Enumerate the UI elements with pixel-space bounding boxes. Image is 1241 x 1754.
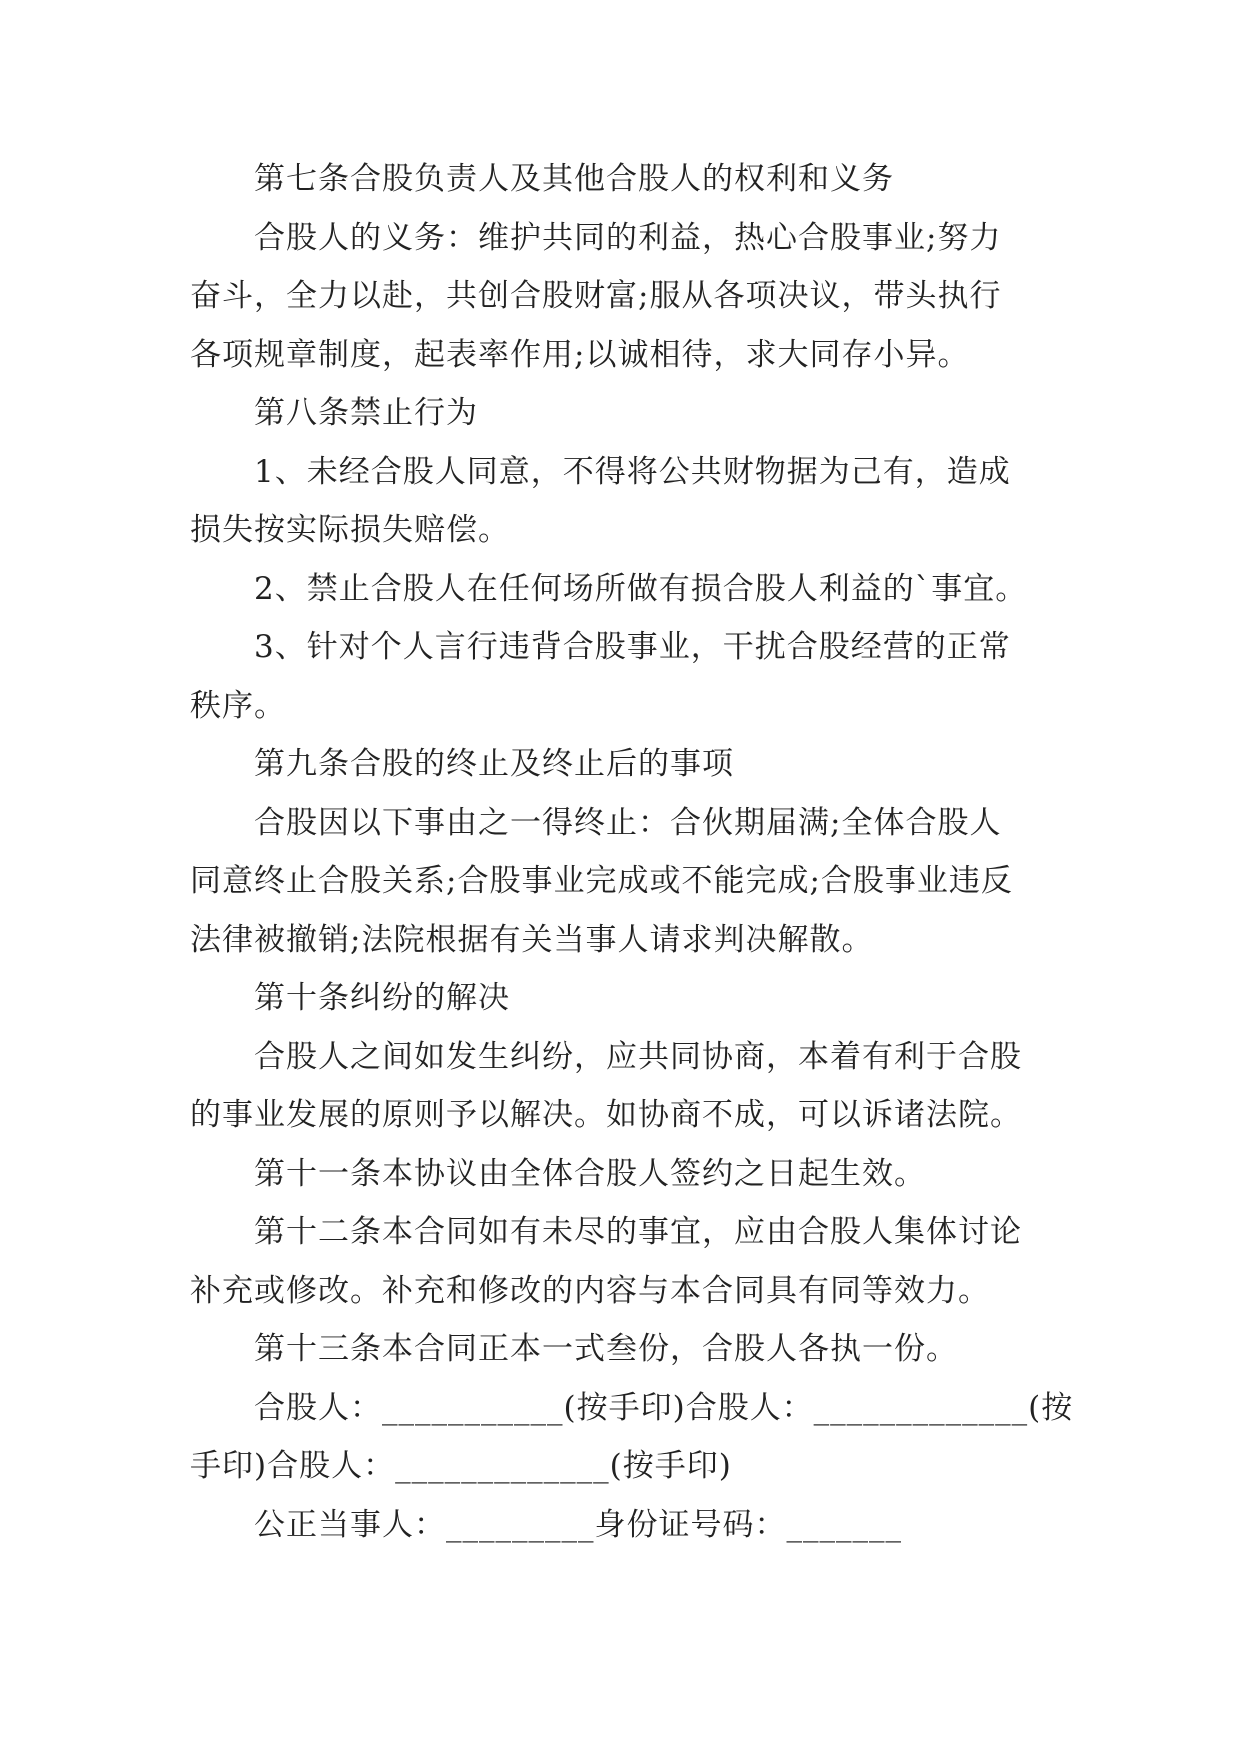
text-line: 2、禁止合股人在任何场所做有损合股人利益的`事宜。: [254, 570, 1028, 607]
partner-signature-block: [190, 1379, 1074, 1496]
text-line: 第七条合股负责人及其他合股人的权利和义务: [254, 161, 894, 197]
text-line: 补充或修改。补充和修改的内容与本合同具有同等效力。: [190, 1272, 990, 1309]
text-line: 同意终止合股关系;合股事业完成或不能完成;合股事业违反: [190, 863, 1013, 899]
prohibition-item-1: [190, 443, 1070, 560]
text-line: 第八条禁止行为: [254, 395, 478, 431]
text-line: 法律被撤销;法院根据有关当事人请求判决解散。: [190, 921, 874, 958]
text-line: 第九条合股的终止及终止后的事项: [254, 746, 734, 782]
text-line: 手印)合股人：_____________(按手印): [190, 1448, 732, 1484]
article-11-paragraph: [190, 1145, 1070, 1204]
document-body: [190, 150, 1074, 1554]
article-9-heading: [190, 735, 1070, 794]
text-line: 3、针对个人言行违背合股事业，干扰合股经营的正常: [254, 629, 1011, 665]
dispute-resolution-paragraph: [190, 1028, 1070, 1145]
text-line: 第十条纠纷的解决: [254, 980, 510, 1016]
text-line: 1、未经合股人同意，不得将公共财物据为己有，造成: [254, 453, 1011, 490]
text-line: 第十二条本合同如有未尽的事宜，应由合股人集体讨论: [254, 1214, 1022, 1250]
article-10-heading: [190, 969, 1070, 1028]
text-line: 损失按实际损失赔偿。: [190, 512, 510, 548]
text-line: 秩序。: [190, 687, 286, 724]
text-line: 合股人：___________(按手印)合股人：_____________(按: [254, 1389, 1074, 1426]
prohibition-item-2: [190, 560, 1070, 619]
text-line: 第十一条本协议由全体合股人签约之日起生效。: [254, 1155, 926, 1192]
partner-obligations-paragraph: [190, 209, 1070, 385]
article-12-paragraph: [190, 1203, 1070, 1320]
text-line: 合股人之间如发生纠纷，应共同协商，本着有利于合股: [254, 1038, 1022, 1075]
text-line: 各项规章制度，起表率作用;以诚相待，求大同存小异。: [190, 336, 970, 373]
notary-party-line: [190, 1496, 1070, 1555]
article-7-heading: [190, 150, 1070, 209]
article-8-heading: [190, 384, 1070, 443]
termination-paragraph: [190, 794, 1070, 970]
text-line: 的事业发展的原则予以解决。如协商不成，可以诉诸法院。: [190, 1097, 1022, 1133]
text-line: 公正当事人：_________身份证号码：_______: [254, 1506, 902, 1543]
article-13-paragraph: [190, 1320, 1070, 1379]
text-line: 合股因以下事由之一得终止：合伙期届满;全体合股人: [254, 804, 1002, 841]
text-line: 奋斗，全力以赴，共创合股财富;服从各项决议，带头执行: [190, 278, 1002, 314]
text-line: 合股人的义务：维护共同的利益，热心合股事业;努力: [254, 219, 1002, 256]
prohibition-item-3: [190, 618, 1070, 735]
text-line: 第十三条本合同正本一式叁份，合股人各执一份。: [254, 1331, 958, 1367]
